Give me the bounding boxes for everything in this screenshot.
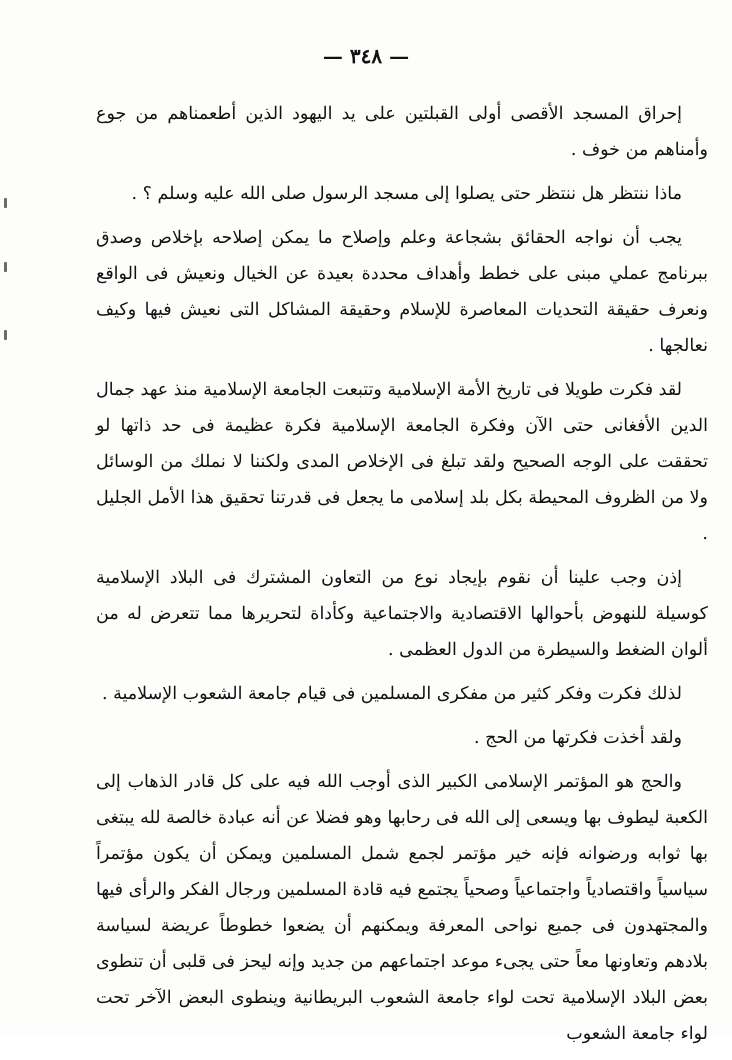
paragraph-8: والحج هو المؤتمر الإسلامى الكبير الذى أوجب الله فيه على كل قادر الذهاب إلى الكعبة ليطوف بها ويسعى إلى الله فى رحابها وهو فضلا عن أنه عبادة خالصة لله يبتغى بها ثوابه ورضوانه فإنه خير مؤتمر لجمع شمل المسلمين ويمكن أن يكون مؤتمراً سياسياً واقتصادياً واجتماعياً وصحياً يجتمع فيه قادة المسلمين ورجال الفكر والرأى فيها والمجتهدون فى جميع نواحى المعرفة ويمكنهم أن يضعوا خطوطاً عريضة لسياسة بلادهم وتعاونها معاً حتى يجىء موعد اجتماعهم من جديد وإنه ليحز فى قلبى أن تنطوى بعض البلاد الإسلامية تحت لواء جامعة الشعوب البريطانية وينطوى البعض الآخر تحت لواء جامعة الشعوب [96, 772, 708, 1044]
paragraph-7: ولقد أخذت فكرتها من الحج . [474, 728, 682, 748]
paragraph-6: لذلك فكرت وفكر كثير من مفكرى المسلمين فى قيام جامعة الشعوب الإسلامية . [102, 684, 682, 704]
paragraph-5: إذن وجب علينا أن نقوم بإيجاد نوع من التعاون المشترك فى البلاد الإسلامية كوسيلة للنهوض بأحوالها الاقتصادية والاجتماعية وكأداة لتحريرها مما تتعرض له من ألوان الضغط والسيطرة من الدول العظمى . [96, 568, 708, 660]
body-text [96, 96, 708, 1060]
paragraph-2: ماذا ننتظر هل ننتظر حتى يصلوا إلى مسجد الرسول صلى الله عليه وسلم ؟ . [131, 184, 682, 204]
paragraph-3: يجب أن نواجه الحقائق بشجاعة وعلم وإصلاح ما يمكن إصلاحه بإخلاص وصدق ببرنامج عملي مبنى على خطط وأهداف محددة بعيدة عن الخيال ونعيش فى الواقع ونعرف حقيقة التحديات المعاصرة للإسلام وحقيقة المشاكل التى نعيش فيها وكيف نعالجها . [96, 228, 708, 356]
binding-mark [4, 262, 7, 272]
paragraph-4: لقد فكرت طويلا فى تاريخ الأمة الإسلامية وتتبعت الجامعة الإسلامية منذ عهد جمال الدين الأفغانى حتى الآن وفكرة الجامعة الإسلامية فكرة عظيمة فى حد ذاتها لو تحققت على الوجه الصحيح ولقد تبلغ فى الإخلاص المدى ولكننا لا نملك من الوسائل ولا من الظروف المحيطة بكل بلد إسلامى ما يجعل فى قدرتنا تحقيق هذا الأمل الجليل . [96, 380, 708, 544]
page-number: — ٣٤٨ — [322, 44, 410, 68]
paragraph-1: إحراق المسجد الأقصى أولى القبلتين على يد اليهود الذين أطعمناهم من جوع وأمناهم من خوف . [96, 104, 708, 160]
binding-mark [4, 330, 7, 340]
binding-mark [4, 198, 7, 208]
